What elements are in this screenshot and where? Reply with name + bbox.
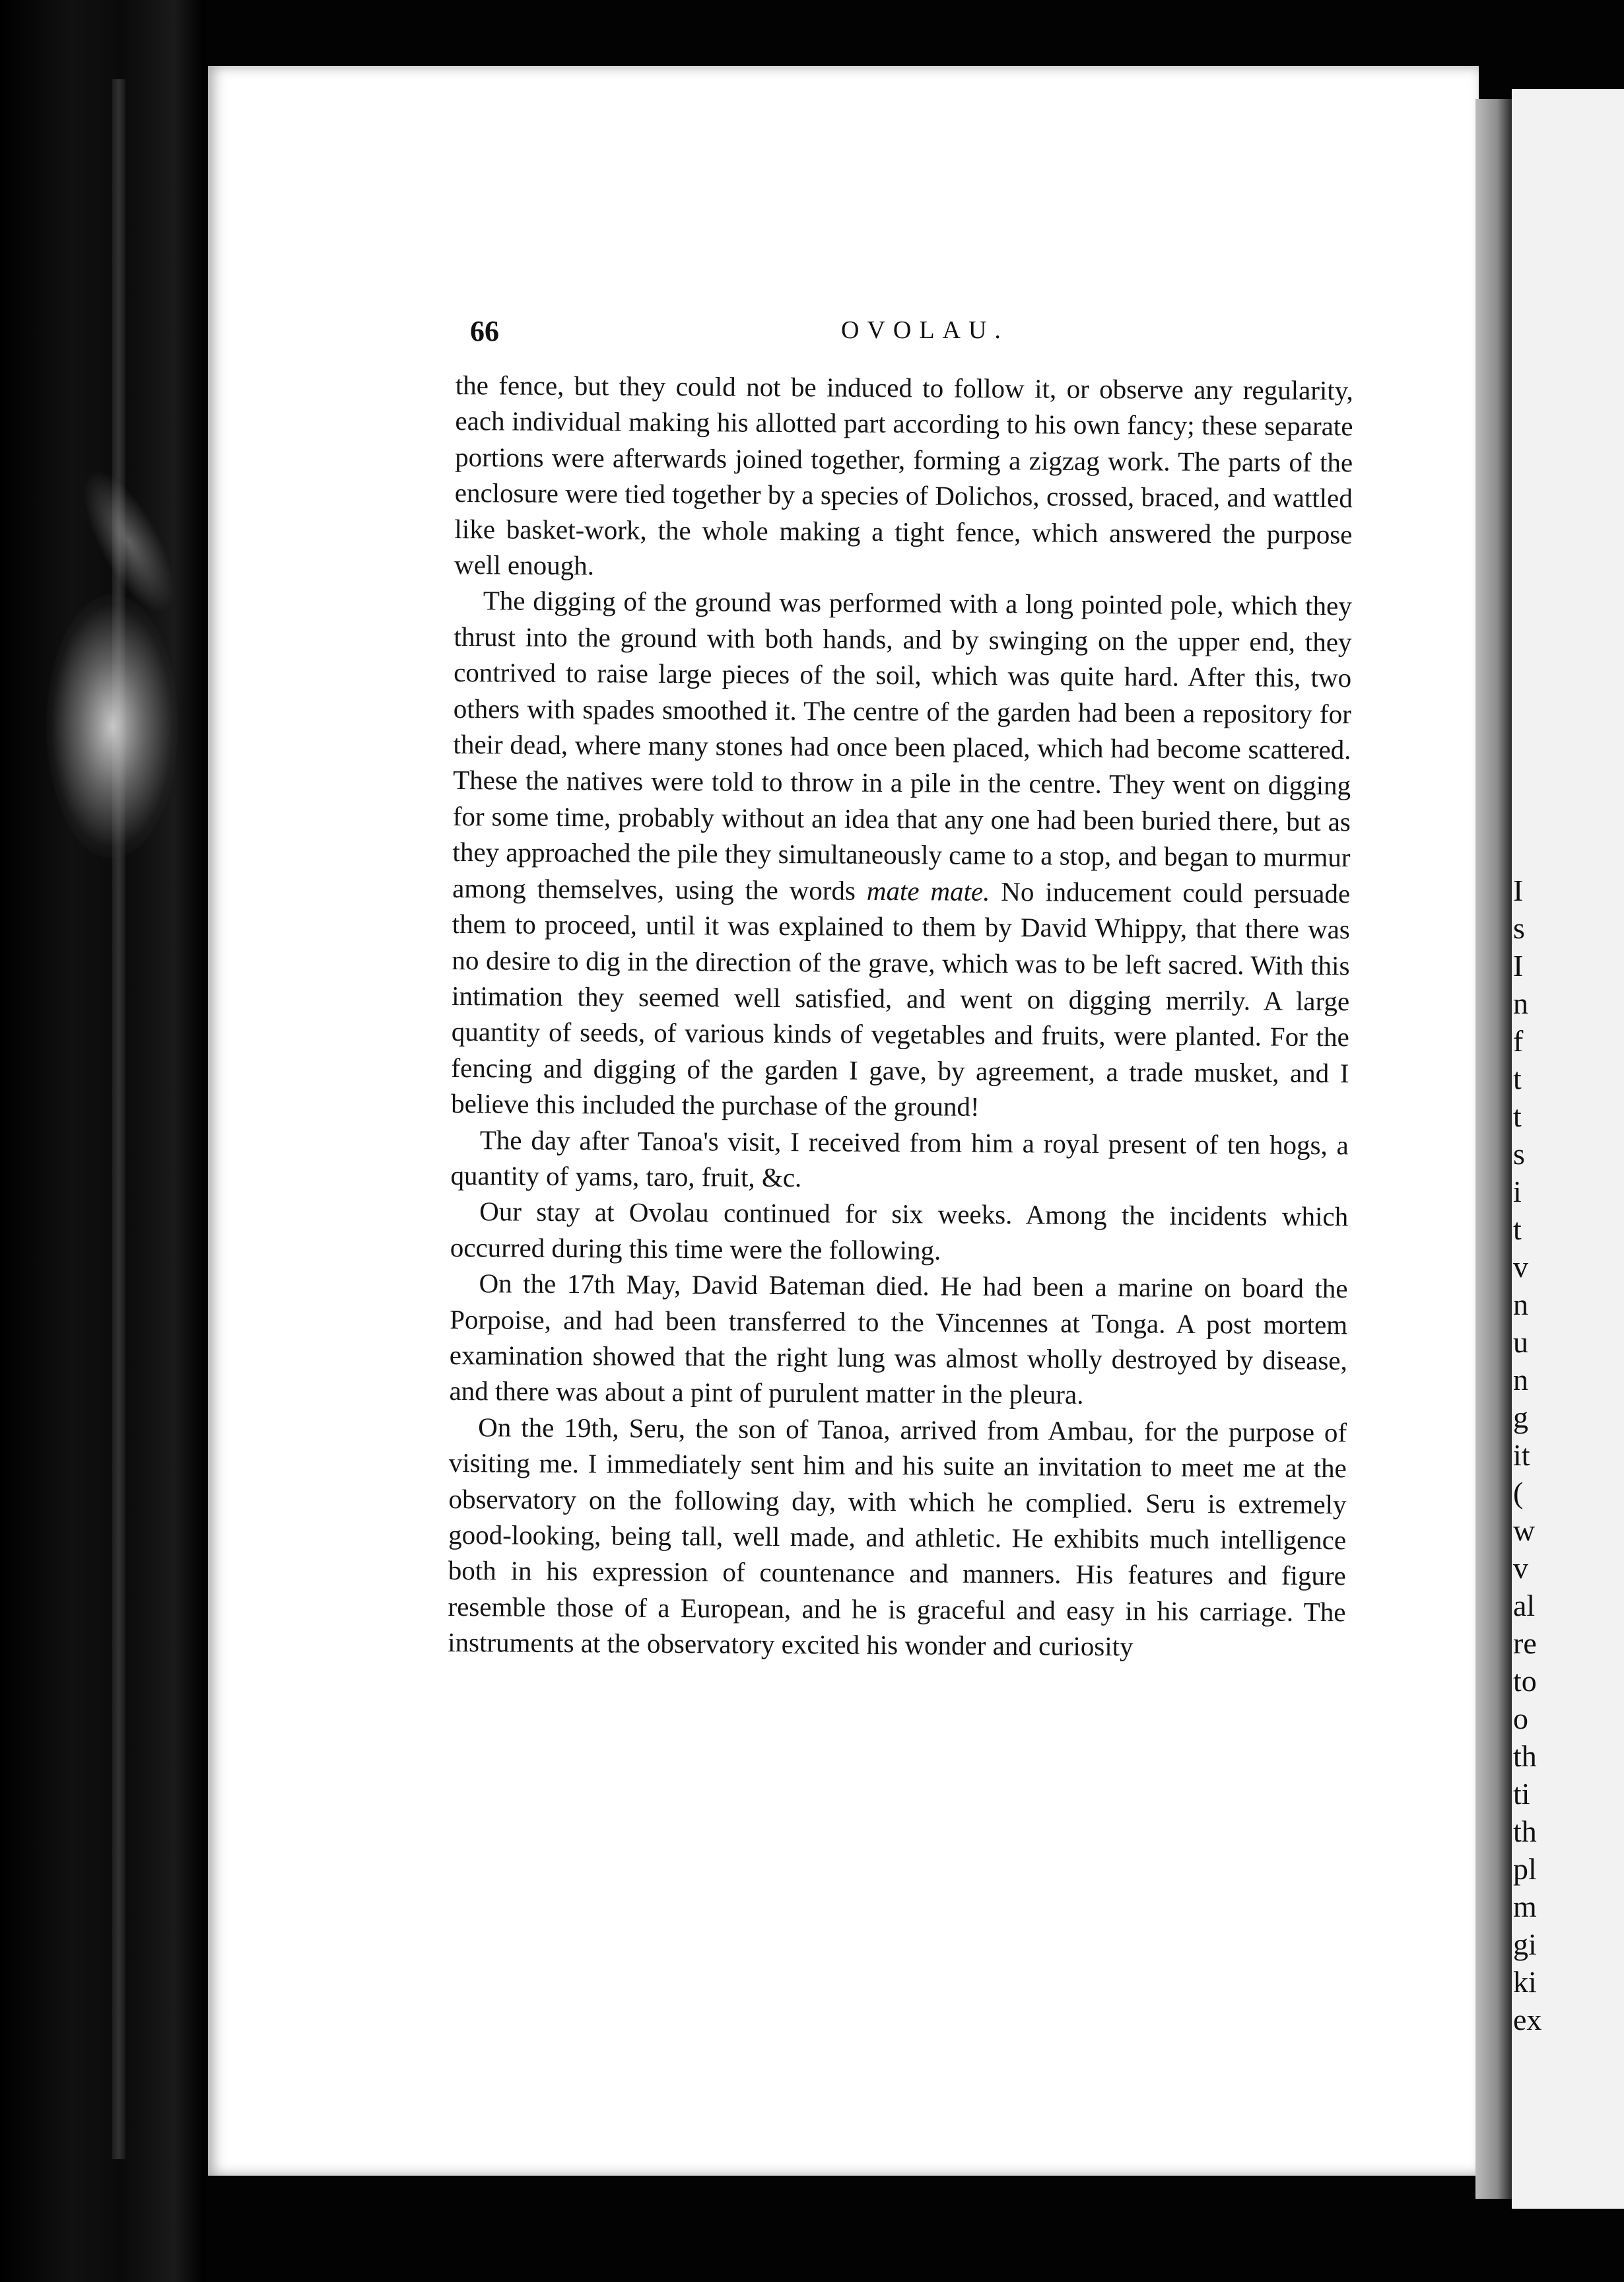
paragraph: Our stay at Ovolau continued for six weeks. Among the incidents which occurred during this time were the following. (450, 1196, 1349, 1266)
running-head (470, 314, 1355, 354)
adjacent-page (1512, 89, 1624, 2209)
page-title: OVOLAU. (841, 316, 1009, 344)
italic-phrase: mate mate. (866, 875, 990, 907)
paragraph: The day after Tanoa's visit, I received from him a royal present of ten hogs, a quantity of yams, taro, fruit, &c. (450, 1124, 1349, 1193)
page-gutter-shadow (1475, 99, 1512, 2199)
paragraph: On the 19th, Seru, the son of Tanoa, arrived from Ambau, for the purpose of visiting me. I immediately sent him and his suite an invitation to meet me at the observatory on the following day, with which he complied. Seru is extremely good-looking, being tall, well made, and athletic. He exhibits much intelligence both in his expression of countenance and manners. His features and figure resemble those of a European, and he is graceful and easy in his carriage. The instruments at the observatory excited his wonder and curiosity (448, 1412, 1347, 1662)
paragraph: On the 17th May, David Bateman died. He had been a marine on board the Porpoise, and had been transferred to the Vincennes at Tonga. A post mortem examination showed that the right lung was almost wholly destroyed by disease, and there was about a pint of purulent matter in the pleura. (449, 1268, 1348, 1410)
scan-smudge (46, 594, 178, 858)
binding-stripe (112, 79, 125, 2159)
page-number: 66 (470, 315, 499, 347)
page-text (448, 367, 1353, 1666)
adjacent-page-fragments: I s I n f t t s i t v n u n g it ( w v al re to o th ti th pl m gi ki ex (1513, 874, 1542, 2036)
book-binding-edge (0, 0, 205, 2282)
paragraph-text: No inducement could persuade them to proceed, until it was explained to them by David Whippy, that there was no desire to dig in the direction of the grave, which was to be left sacred. With this intimation they seemed well satisfied, and went on digging merrily. A large quantity of seeds, of various kinds of vegetables and fruits, were planted. For the fencing and digging of the garden I gave, by agreement, a trade musket, and I believe this included the purchase of the ground! (451, 876, 1351, 1122)
paragraph (451, 582, 1352, 1126)
paragraph: the fence, but they could not be induced to follow it, or observe any regularity, each individual making his allotted part according to his own fancy; these separate portions were afterwards joined together, forming a zigzag work. The parts of the enclosure were tied together by a species of Dolichos, crossed, braced, and wattled like basket-work, the whole making a tight fence, which answered the purpose well enough. (454, 369, 1353, 581)
paragraph-text: The digging of the ground was performed with a long pointed pole, which they thrust into the ground with both hands, and by swinging on the upper end, they contrived to raise large pieces of the soil, which was quite hard. After this, two others with spades smoothed it. The centre of the garden had been a repository for their dead, where many stones had once been placed, which had become scattered. These the natives were told to throw in a pile in the centre. They went on digging for some time, probably without an idea that any one had been buried there, but as they approached the pile they simultaneously came to a stop, and began to murmur among themselves, using the words (452, 585, 1352, 906)
